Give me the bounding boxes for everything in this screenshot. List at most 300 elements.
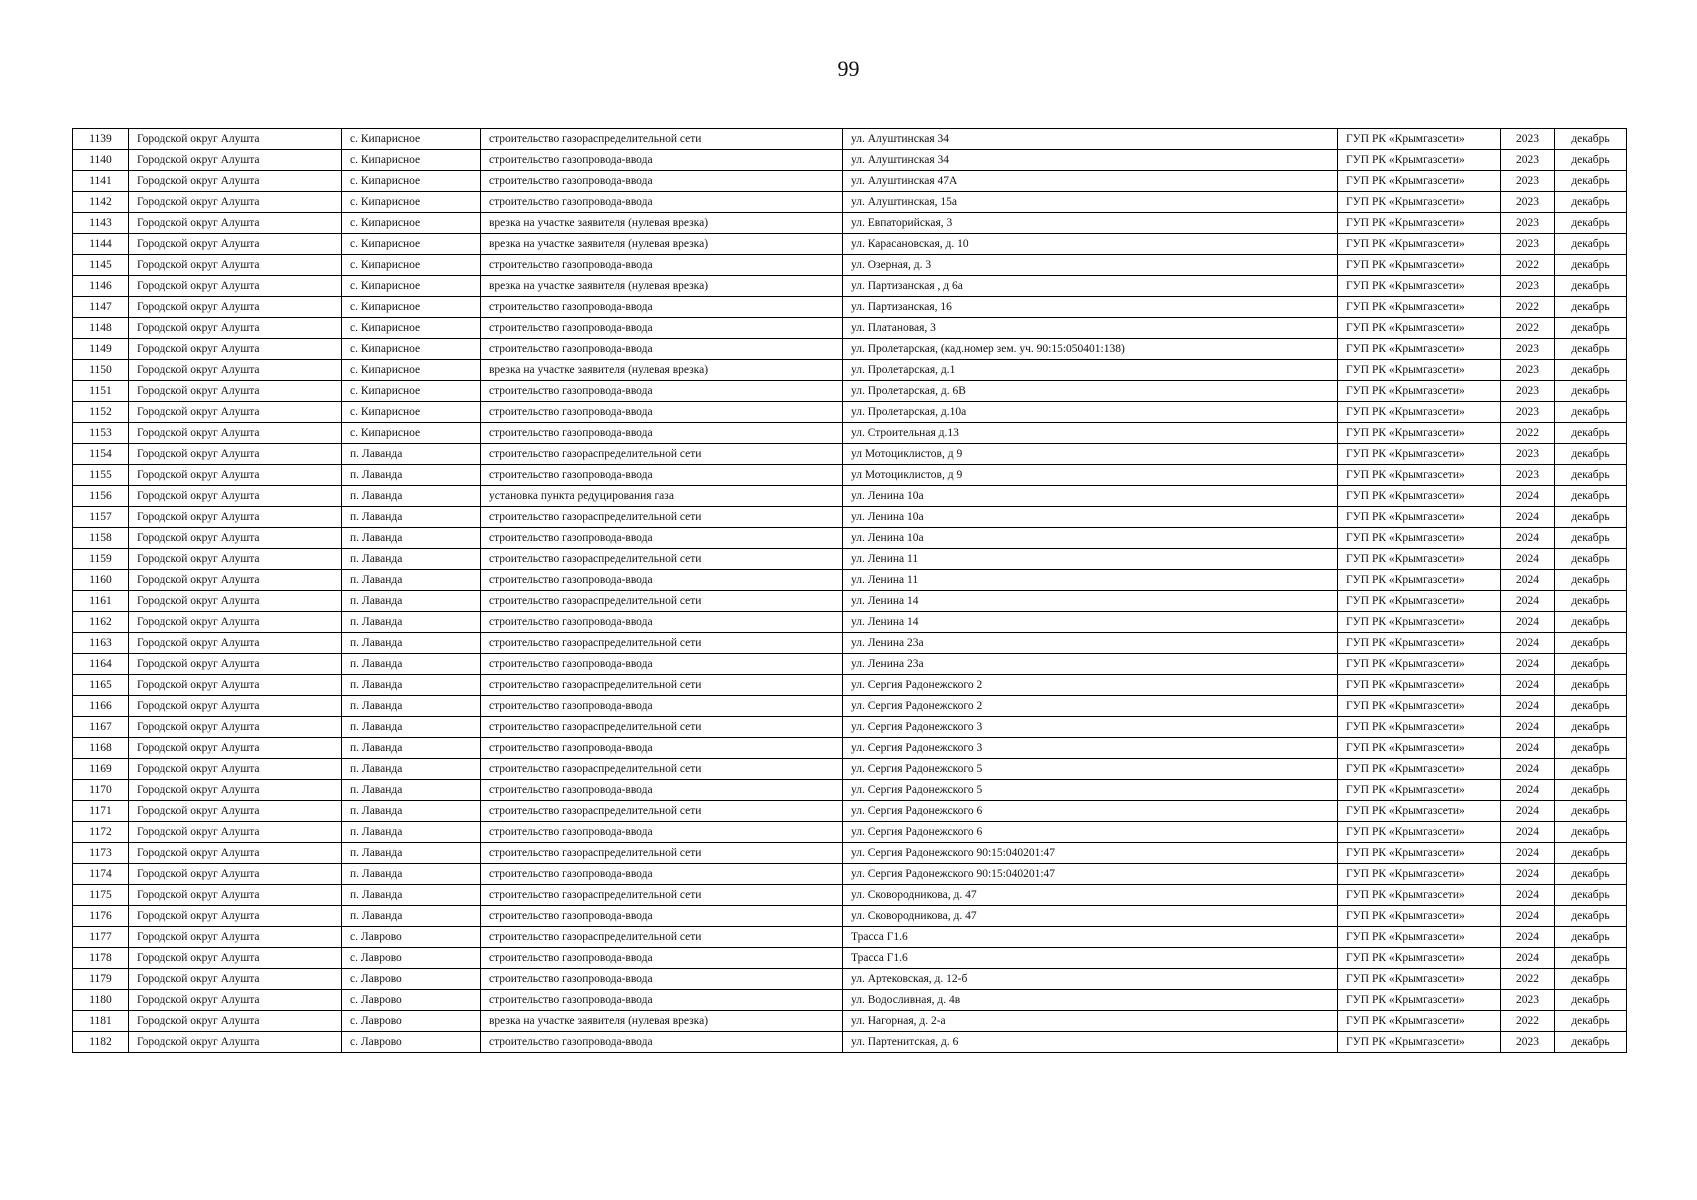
settlement-cell: п. Лаванда	[342, 885, 481, 906]
settlement-cell: с. Кипарисное	[342, 297, 481, 318]
organization-cell: ГУП РК «Крымгазсети»	[1338, 822, 1501, 843]
district-cell: Городской округ Алушта	[129, 969, 342, 990]
settlement-cell: с. Кипарисное	[342, 192, 481, 213]
organization-cell: ГУП РК «Крымгазсети»	[1338, 717, 1501, 738]
district-cell: Городской округ Алушта	[129, 1011, 342, 1032]
address-cell: Трасса Г1.6	[843, 948, 1338, 969]
district-cell: Городской округ Алушта	[129, 927, 342, 948]
row-number: 1170	[73, 780, 129, 801]
table-row	[73, 864, 1627, 885]
address-cell: ул Мотоциклистов, д 9	[843, 444, 1338, 465]
address-cell: ул. Алуштинская, 15а	[843, 192, 1338, 213]
address-cell: ул. Алуштинская 47А	[843, 171, 1338, 192]
year-cell: 2024	[1501, 738, 1555, 759]
address-cell: ул. Ленина 14	[843, 591, 1338, 612]
settlement-cell: п. Лаванда	[342, 801, 481, 822]
settlement-cell: п. Лаванда	[342, 591, 481, 612]
work-type-cell: строительство газопровода-ввода	[481, 171, 843, 192]
district-cell: Городской округ Алушта	[129, 843, 342, 864]
district-cell: Городской округ Алушта	[129, 318, 342, 339]
address-cell: ул. Сергия Радонежского 3	[843, 717, 1338, 738]
settlement-cell: п. Лаванда	[342, 549, 481, 570]
work-type-cell: строительство газопровода-ввода	[481, 696, 843, 717]
table-row	[73, 213, 1627, 234]
address-cell: ул. Сергия Радонежского 90:15:040201:47	[843, 843, 1338, 864]
year-cell: 2023	[1501, 150, 1555, 171]
organization-cell: ГУП РК «Крымгазсети»	[1338, 801, 1501, 822]
work-type-cell: строительство газопровода-ввода	[481, 948, 843, 969]
table-row	[73, 738, 1627, 759]
district-cell: Городской округ Алушта	[129, 696, 342, 717]
row-number: 1154	[73, 444, 129, 465]
month-cell: декабрь	[1555, 150, 1627, 171]
work-type-cell: строительство газопровода-ввода	[481, 297, 843, 318]
settlement-cell: с. Лаврово	[342, 927, 481, 948]
settlement-cell: п. Лаванда	[342, 738, 481, 759]
row-number: 1146	[73, 276, 129, 297]
register-table-body	[73, 129, 1627, 1053]
table-row	[73, 423, 1627, 444]
table-row	[73, 297, 1627, 318]
settlement-cell: с. Лаврово	[342, 948, 481, 969]
organization-cell: ГУП РК «Крымгазсети»	[1338, 318, 1501, 339]
work-type-cell: строительство газопровода-ввода	[481, 255, 843, 276]
organization-cell: ГУП РК «Крымгазсети»	[1338, 738, 1501, 759]
address-cell: ул. Водосливная, д. 4в	[843, 990, 1338, 1011]
year-cell: 2024	[1501, 486, 1555, 507]
work-type-cell: строительство газораспределительной сети	[481, 675, 843, 696]
month-cell: декабрь	[1555, 633, 1627, 654]
work-type-cell: строительство газораспределительной сети	[481, 843, 843, 864]
settlement-cell: с. Кипарисное	[342, 255, 481, 276]
organization-cell: ГУП РК «Крымгазсети»	[1338, 612, 1501, 633]
page-number: 99	[837, 56, 860, 81]
organization-cell: ГУП РК «Крымгазсети»	[1338, 969, 1501, 990]
year-cell: 2022	[1501, 1011, 1555, 1032]
settlement-cell: п. Лаванда	[342, 843, 481, 864]
address-cell: ул. Ленина 23а	[843, 633, 1338, 654]
address-cell: ул. Евпаторийская, 3	[843, 213, 1338, 234]
district-cell: Городской округ Алушта	[129, 864, 342, 885]
month-cell: декабрь	[1555, 780, 1627, 801]
district-cell: Городской округ Алушта	[129, 234, 342, 255]
address-cell: ул. Партизанская , д 6а	[843, 276, 1338, 297]
settlement-cell: с. Кипарисное	[342, 276, 481, 297]
year-cell: 2024	[1501, 780, 1555, 801]
row-number: 1148	[73, 318, 129, 339]
organization-cell: ГУП РК «Крымгазсети»	[1338, 927, 1501, 948]
row-number: 1150	[73, 360, 129, 381]
settlement-cell: с. Кипарисное	[342, 213, 481, 234]
district-cell: Городской округ Алушта	[129, 822, 342, 843]
row-number: 1144	[73, 234, 129, 255]
settlement-cell: п. Лаванда	[342, 780, 481, 801]
year-cell: 2024	[1501, 507, 1555, 528]
row-number: 1180	[73, 990, 129, 1011]
year-cell: 2023	[1501, 234, 1555, 255]
month-cell: декабрь	[1555, 864, 1627, 885]
organization-cell: ГУП РК «Крымгазсети»	[1338, 570, 1501, 591]
settlement-cell: с. Кипарисное	[342, 402, 481, 423]
year-cell: 2024	[1501, 633, 1555, 654]
work-type-cell: строительство газопровода-ввода	[481, 570, 843, 591]
table-row	[73, 801, 1627, 822]
work-type-cell: врезка на участке заявителя (нулевая врезка)	[481, 360, 843, 381]
district-cell: Городской округ Алушта	[129, 171, 342, 192]
month-cell: декабрь	[1555, 528, 1627, 549]
work-type-cell: строительство газопровода-ввода	[481, 192, 843, 213]
year-cell: 2022	[1501, 297, 1555, 318]
month-cell: декабрь	[1555, 1011, 1627, 1032]
month-cell: декабрь	[1555, 990, 1627, 1011]
district-cell: Городской округ Алушта	[129, 213, 342, 234]
table-row	[73, 129, 1627, 150]
table-row	[73, 1011, 1627, 1032]
settlement-cell: п. Лаванда	[342, 507, 481, 528]
row-number: 1177	[73, 927, 129, 948]
table-row	[73, 969, 1627, 990]
settlement-cell: п. Лаванда	[342, 612, 481, 633]
row-number: 1174	[73, 864, 129, 885]
district-cell: Городской округ Алушта	[129, 339, 342, 360]
district-cell: Городской округ Алушта	[129, 444, 342, 465]
month-cell: декабрь	[1555, 948, 1627, 969]
settlement-cell: п. Лаванда	[342, 465, 481, 486]
month-cell: декабрь	[1555, 612, 1627, 633]
work-type-cell: строительство газопровода-ввода	[481, 381, 843, 402]
year-cell: 2024	[1501, 570, 1555, 591]
year-cell: 2024	[1501, 864, 1555, 885]
table-row	[73, 171, 1627, 192]
work-type-cell: строительство газораспределительной сети	[481, 549, 843, 570]
month-cell: декабрь	[1555, 696, 1627, 717]
organization-cell: ГУП РК «Крымгазсети»	[1338, 675, 1501, 696]
address-cell: ул. Сергия Радонежского 90:15:040201:47	[843, 864, 1338, 885]
work-type-cell: строительство газопровода-ввода	[481, 738, 843, 759]
work-type-cell: строительство газопровода-ввода	[481, 822, 843, 843]
row-number: 1142	[73, 192, 129, 213]
row-number: 1151	[73, 381, 129, 402]
month-cell: декабрь	[1555, 171, 1627, 192]
address-cell: ул. Сергия Радонежского 2	[843, 675, 1338, 696]
table-row	[73, 444, 1627, 465]
month-cell: декабрь	[1555, 969, 1627, 990]
row-number: 1182	[73, 1032, 129, 1053]
settlement-cell: с. Лаврово	[342, 969, 481, 990]
work-type-cell: строительство газораспределительной сети	[481, 927, 843, 948]
address-cell: ул. Сергия Радонежского 2	[843, 696, 1338, 717]
address-cell: ул. Артековская, д. 12-б	[843, 969, 1338, 990]
month-cell: декабрь	[1555, 549, 1627, 570]
table-row	[73, 591, 1627, 612]
organization-cell: ГУП РК «Крымгазсети»	[1338, 759, 1501, 780]
organization-cell: ГУП РК «Крымгазсети»	[1338, 696, 1501, 717]
organization-cell: ГУП РК «Крымгазсети»	[1338, 948, 1501, 969]
address-cell: ул. Алуштинская 34	[843, 150, 1338, 171]
organization-cell: ГУП РК «Крымгазсети»	[1338, 507, 1501, 528]
settlement-cell: п. Лаванда	[342, 696, 481, 717]
address-cell: ул. Карасановская, д. 10	[843, 234, 1338, 255]
settlement-cell: с. Кипарисное	[342, 129, 481, 150]
year-cell: 2024	[1501, 612, 1555, 633]
district-cell: Городской округ Алушта	[129, 801, 342, 822]
settlement-cell: п. Лаванда	[342, 675, 481, 696]
address-cell: ул. Сергия Радонежского 5	[843, 780, 1338, 801]
year-cell: 2024	[1501, 822, 1555, 843]
work-type-cell: строительство газопровода-ввода	[481, 906, 843, 927]
settlement-cell: п. Лаванда	[342, 759, 481, 780]
organization-cell: ГУП РК «Крымгазсети»	[1338, 549, 1501, 570]
row-number: 1173	[73, 843, 129, 864]
organization-cell: ГУП РК «Крымгазсети»	[1338, 381, 1501, 402]
address-cell: ул. Ленина 10а	[843, 486, 1338, 507]
year-cell: 2024	[1501, 696, 1555, 717]
district-cell: Городской округ Алушта	[129, 591, 342, 612]
year-cell: 2024	[1501, 528, 1555, 549]
organization-cell: ГУП РК «Крымгазсети»	[1338, 423, 1501, 444]
table-row	[73, 654, 1627, 675]
address-cell: ул. Пролетарская, (кад.номер зем. уч. 90:15:050401:138)	[843, 339, 1338, 360]
organization-cell: ГУП РК «Крымгазсети»	[1338, 1032, 1501, 1053]
year-cell: 2024	[1501, 591, 1555, 612]
organization-cell: ГУП РК «Крымгазсети»	[1338, 234, 1501, 255]
year-cell: 2023	[1501, 213, 1555, 234]
settlement-cell: с. Кипарисное	[342, 318, 481, 339]
district-cell: Городской округ Алушта	[129, 465, 342, 486]
year-cell: 2022	[1501, 255, 1555, 276]
table-row	[73, 570, 1627, 591]
work-type-cell: строительство газопровода-ввода	[481, 465, 843, 486]
year-cell: 2023	[1501, 129, 1555, 150]
table-row	[73, 360, 1627, 381]
year-cell: 2022	[1501, 969, 1555, 990]
work-type-cell: строительство газораспределительной сети	[481, 507, 843, 528]
work-type-cell: строительство газораспределительной сети	[481, 444, 843, 465]
table-row	[73, 633, 1627, 654]
row-number: 1160	[73, 570, 129, 591]
work-type-cell: строительство газораспределительной сети	[481, 801, 843, 822]
address-cell: ул. Партенитская, д. 6	[843, 1032, 1338, 1053]
work-type-cell: строительство газопровода-ввода	[481, 969, 843, 990]
work-type-cell: строительство газопровода-ввода	[481, 780, 843, 801]
table-row	[73, 318, 1627, 339]
table-row	[73, 612, 1627, 633]
table-row	[73, 381, 1627, 402]
organization-cell: ГУП РК «Крымгазсети»	[1338, 360, 1501, 381]
table-row	[73, 696, 1627, 717]
row-number: 1166	[73, 696, 129, 717]
district-cell: Городской округ Алушта	[129, 570, 342, 591]
district-cell: Городской округ Алушта	[129, 192, 342, 213]
table-row	[73, 507, 1627, 528]
month-cell: декабрь	[1555, 801, 1627, 822]
row-number: 1157	[73, 507, 129, 528]
table-row	[73, 465, 1627, 486]
settlement-cell: с. Лаврово	[342, 1011, 481, 1032]
district-cell: Городской округ Алушта	[129, 780, 342, 801]
table-row	[73, 276, 1627, 297]
month-cell: декабрь	[1555, 738, 1627, 759]
district-cell: Городской округ Алушта	[129, 906, 342, 927]
district-cell: Городской округ Алушта	[129, 738, 342, 759]
organization-cell: ГУП РК «Крымгазсети»	[1338, 1011, 1501, 1032]
settlement-cell: с. Кипарисное	[342, 360, 481, 381]
month-cell: декабрь	[1555, 318, 1627, 339]
district-cell: Городской округ Алушта	[129, 150, 342, 171]
settlement-cell: с. Кипарисное	[342, 171, 481, 192]
table-row	[73, 675, 1627, 696]
organization-cell: ГУП РК «Крымгазсети»	[1338, 780, 1501, 801]
settlement-cell: п. Лаванда	[342, 717, 481, 738]
settlement-cell: п. Лаванда	[342, 654, 481, 675]
row-number: 1172	[73, 822, 129, 843]
address-cell: ул. Ленина 14	[843, 612, 1338, 633]
organization-cell: ГУП РК «Крымгазсети»	[1338, 906, 1501, 927]
month-cell: декабрь	[1555, 192, 1627, 213]
month-cell: декабрь	[1555, 129, 1627, 150]
work-type-cell: строительство газопровода-ввода	[481, 990, 843, 1011]
work-type-cell: строительство газопровода-ввода	[481, 612, 843, 633]
table-row	[73, 402, 1627, 423]
district-cell: Городской округ Алушта	[129, 528, 342, 549]
district-cell: Городской округ Алушта	[129, 717, 342, 738]
table-row	[73, 255, 1627, 276]
district-cell: Городской округ Алушта	[129, 276, 342, 297]
row-number: 1140	[73, 150, 129, 171]
row-number: 1163	[73, 633, 129, 654]
work-type-cell: строительство газопровода-ввода	[481, 423, 843, 444]
settlement-cell: с. Кипарисное	[342, 423, 481, 444]
year-cell: 2023	[1501, 444, 1555, 465]
table-row	[73, 822, 1627, 843]
district-cell: Городской округ Алушта	[129, 1032, 342, 1053]
work-type-cell: установка пункта редуцирования газа	[481, 486, 843, 507]
row-number: 1164	[73, 654, 129, 675]
settlement-cell: с. Кипарисное	[342, 150, 481, 171]
address-cell: ул. Ленина 10а	[843, 528, 1338, 549]
table-row	[73, 150, 1627, 171]
district-cell: Городской округ Алушта	[129, 675, 342, 696]
district-cell: Городской округ Алушта	[129, 612, 342, 633]
row-number: 1167	[73, 717, 129, 738]
month-cell: декабрь	[1555, 906, 1627, 927]
row-number: 1178	[73, 948, 129, 969]
work-type-cell: строительство газопровода-ввода	[481, 402, 843, 423]
organization-cell: ГУП РК «Крымгазсети»	[1338, 591, 1501, 612]
district-cell: Городской округ Алушта	[129, 549, 342, 570]
organization-cell: ГУП РК «Крымгазсети»	[1338, 297, 1501, 318]
organization-cell: ГУП РК «Крымгазсети»	[1338, 486, 1501, 507]
year-cell: 2023	[1501, 465, 1555, 486]
table-row	[73, 234, 1627, 255]
year-cell: 2023	[1501, 276, 1555, 297]
year-cell: 2024	[1501, 759, 1555, 780]
row-number: 1141	[73, 171, 129, 192]
settlement-cell: с. Лаврово	[342, 1032, 481, 1053]
month-cell: декабрь	[1555, 759, 1627, 780]
table-row	[73, 528, 1627, 549]
table-row	[73, 192, 1627, 213]
table-row	[73, 948, 1627, 969]
address-cell: ул. Алуштинская 34	[843, 129, 1338, 150]
year-cell: 2024	[1501, 717, 1555, 738]
address-cell: ул. Партизанская, 16	[843, 297, 1338, 318]
row-number: 1171	[73, 801, 129, 822]
year-cell: 2023	[1501, 360, 1555, 381]
month-cell: декабрь	[1555, 213, 1627, 234]
settlement-cell: п. Лаванда	[342, 864, 481, 885]
month-cell: декабрь	[1555, 276, 1627, 297]
month-cell: декабрь	[1555, 444, 1627, 465]
settlement-cell: с. Лаврово	[342, 990, 481, 1011]
address-cell: ул. Сковородникова, д. 47	[843, 885, 1338, 906]
work-type-cell: врезка на участке заявителя (нулевая врезка)	[481, 1011, 843, 1032]
month-cell: декабрь	[1555, 360, 1627, 381]
organization-cell: ГУП РК «Крымгазсети»	[1338, 192, 1501, 213]
year-cell: 2024	[1501, 885, 1555, 906]
year-cell: 2024	[1501, 927, 1555, 948]
district-cell: Городской округ Алушта	[129, 402, 342, 423]
work-type-cell: врезка на участке заявителя (нулевая врезка)	[481, 213, 843, 234]
settlement-cell: п. Лаванда	[342, 570, 481, 591]
register-table	[72, 128, 1627, 1053]
row-number: 1179	[73, 969, 129, 990]
row-number: 1176	[73, 906, 129, 927]
work-type-cell: строительство газопровода-ввода	[481, 150, 843, 171]
work-type-cell: строительство газораспределительной сети	[481, 717, 843, 738]
address-cell: ул. Нагорная, д. 2-а	[843, 1011, 1338, 1032]
work-type-cell: строительство газораспределительной сети	[481, 129, 843, 150]
work-type-cell: врезка на участке заявителя (нулевая врезка)	[481, 276, 843, 297]
month-cell: декабрь	[1555, 402, 1627, 423]
table-row	[73, 486, 1627, 507]
address-cell: ул. Озерная, д. 3	[843, 255, 1338, 276]
address-cell: ул. Ленина 10а	[843, 507, 1338, 528]
table-row	[73, 906, 1627, 927]
address-cell: ул. Ленина 11	[843, 549, 1338, 570]
work-type-cell: строительство газораспределительной сети	[481, 759, 843, 780]
row-number: 1147	[73, 297, 129, 318]
year-cell: 2022	[1501, 423, 1555, 444]
month-cell: декабрь	[1555, 822, 1627, 843]
settlement-cell: п. Лаванда	[342, 444, 481, 465]
work-type-cell: строительство газопровода-ввода	[481, 339, 843, 360]
row-number: 1145	[73, 255, 129, 276]
address-cell: ул. Ленина 23а	[843, 654, 1338, 675]
organization-cell: ГУП РК «Крымгазсети»	[1338, 864, 1501, 885]
row-number: 1152	[73, 402, 129, 423]
year-cell: 2023	[1501, 1032, 1555, 1053]
year-cell: 2024	[1501, 906, 1555, 927]
row-number: 1156	[73, 486, 129, 507]
organization-cell: ГУП РК «Крымгазсети»	[1338, 528, 1501, 549]
address-cell: ул. Пролетарская, д.1	[843, 360, 1338, 381]
district-cell: Городской округ Алушта	[129, 633, 342, 654]
address-cell: ул. Строительная д.13	[843, 423, 1338, 444]
work-type-cell: строительство газопровода-ввода	[481, 318, 843, 339]
settlement-cell: с. Кипарисное	[342, 339, 481, 360]
month-cell: декабрь	[1555, 843, 1627, 864]
settlement-cell: п. Лаванда	[342, 822, 481, 843]
address-cell: ул. Сергия Радонежского 6	[843, 822, 1338, 843]
table-row	[73, 885, 1627, 906]
work-type-cell: строительство газораспределительной сети	[481, 633, 843, 654]
settlement-cell: п. Лаванда	[342, 906, 481, 927]
month-cell: декабрь	[1555, 381, 1627, 402]
district-cell: Городской округ Алушта	[129, 423, 342, 444]
month-cell: декабрь	[1555, 675, 1627, 696]
month-cell: декабрь	[1555, 255, 1627, 276]
